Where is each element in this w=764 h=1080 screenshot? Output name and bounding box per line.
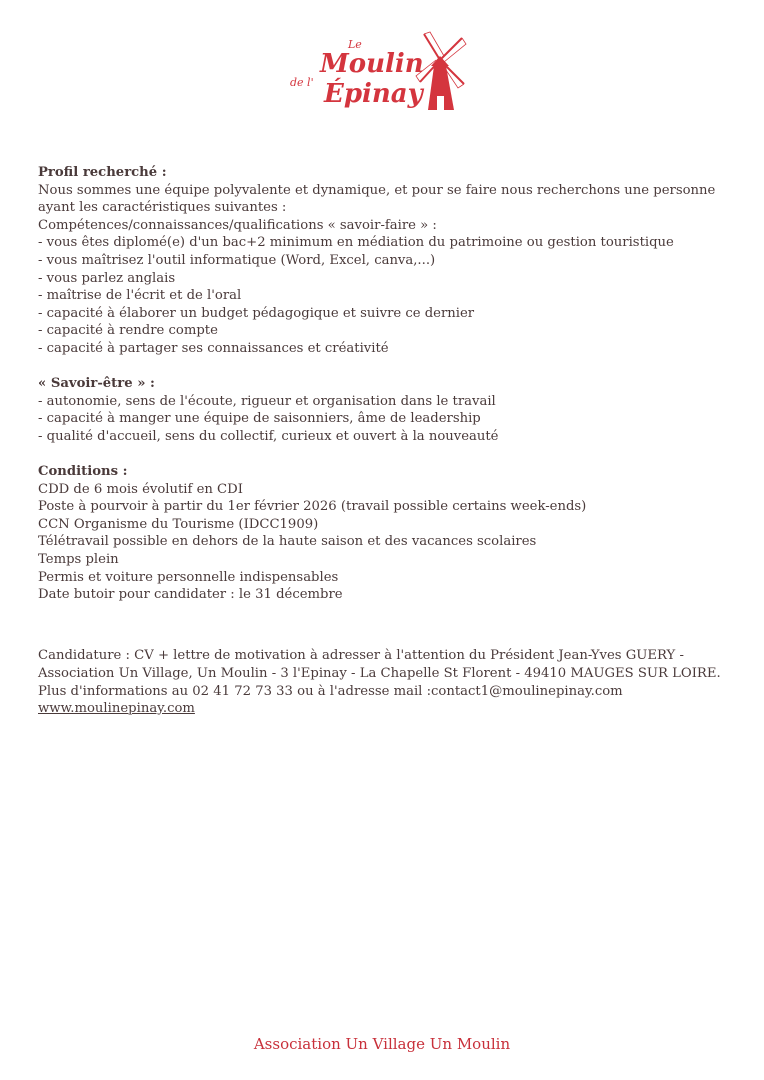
- footer-text: Association Un Village Un Moulin: [253, 1035, 511, 1053]
- skill-item: - vous parlez anglais: [38, 270, 176, 286]
- savoir-etre-heading: « Savoir-être » :: [38, 376, 155, 392]
- profile-heading: Profil recherché :: [38, 165, 167, 180]
- application-line-1: Candidature : CV + lettre de motivation à adresser à l'attention du Président Jean-Yves GUERY -: [38, 648, 684, 664]
- condition-item: Télétravail possible en dehors de la haute saison et des vacances scolaires: [38, 534, 537, 550]
- conditions-heading: Conditions :: [38, 464, 128, 480]
- skill-item: - vous maîtrisez l'outil informatique (Word, Excel, canva,...): [38, 252, 436, 268]
- website-link[interactable]: www.moulinepinay.com: [38, 701, 195, 717]
- savoir-etre-item: - autonomie, sens de l'écoute, rigueur et organisation dans le travail: [38, 393, 496, 409]
- skill-item: - maîtrise de l'écrit et de l'oral: [38, 288, 242, 304]
- condition-item: Temps plein: [38, 552, 119, 568]
- logo-small-text-1: Le: [348, 38, 362, 51]
- skill-item: - vous êtes diplomé(e) d'un bac+2 minimum en médiation du patrimoine ou gestion touristique: [38, 235, 674, 251]
- application-line-3: Plus d'informations au 02 41 72 73 33 ou à l'adresse mail :contact1@moulinepinay.com: [38, 683, 623, 699]
- savoir-etre-item: - capacité à manger une équipe de saisonniers, âme de leadership: [38, 411, 481, 427]
- condition-item: Date butoir pour candidater : le 31 décembre: [38, 587, 343, 603]
- logo-word-1: Moulin: [320, 49, 424, 79]
- condition-item: CDD de 6 mois évolutif en CDI: [38, 481, 243, 497]
- logo: [286, 26, 476, 114]
- skill-item: - capacité à partager ses connaissances et créativité: [38, 340, 389, 356]
- skills-title: Compétences/connaissances/qualifications « savoir-faire » :: [38, 217, 437, 233]
- profile-intro-line-2: ayant les caractéristiques suivantes :: [38, 200, 287, 216]
- document-body: [38, 164, 728, 718]
- skill-item: - capacité à élaborer un budget pédagogique et suivre ce dernier: [38, 305, 475, 321]
- logo-word-2: Épinay: [324, 79, 423, 109]
- condition-item: CCN Organisme du Tourisme (IDCC1909): [38, 516, 319, 532]
- savoir-etre-item: - qualité d'accueil, sens du collectif, curieux et ouvert à la nouveauté: [38, 428, 499, 444]
- skill-item: - capacité à rendre compte: [38, 323, 218, 339]
- condition-item: Permis et voiture personnelle indispensables: [38, 569, 339, 585]
- profile-intro-line-1: Nous sommes une équipe polyvalente et dynamique, et pour se faire nous recherchons une personne: [38, 182, 716, 198]
- logo-small-text-2: de l': [290, 76, 314, 89]
- application-line-2: Association Un Village, Un Moulin - 3 l'Epinay - La Chapelle St Florent - 49410 MAUGES SUR LOIRE.: [38, 666, 721, 682]
- condition-item: Poste à pourvoir à partir du 1er février 2026 (travail possible certains week-ends): [38, 499, 587, 515]
